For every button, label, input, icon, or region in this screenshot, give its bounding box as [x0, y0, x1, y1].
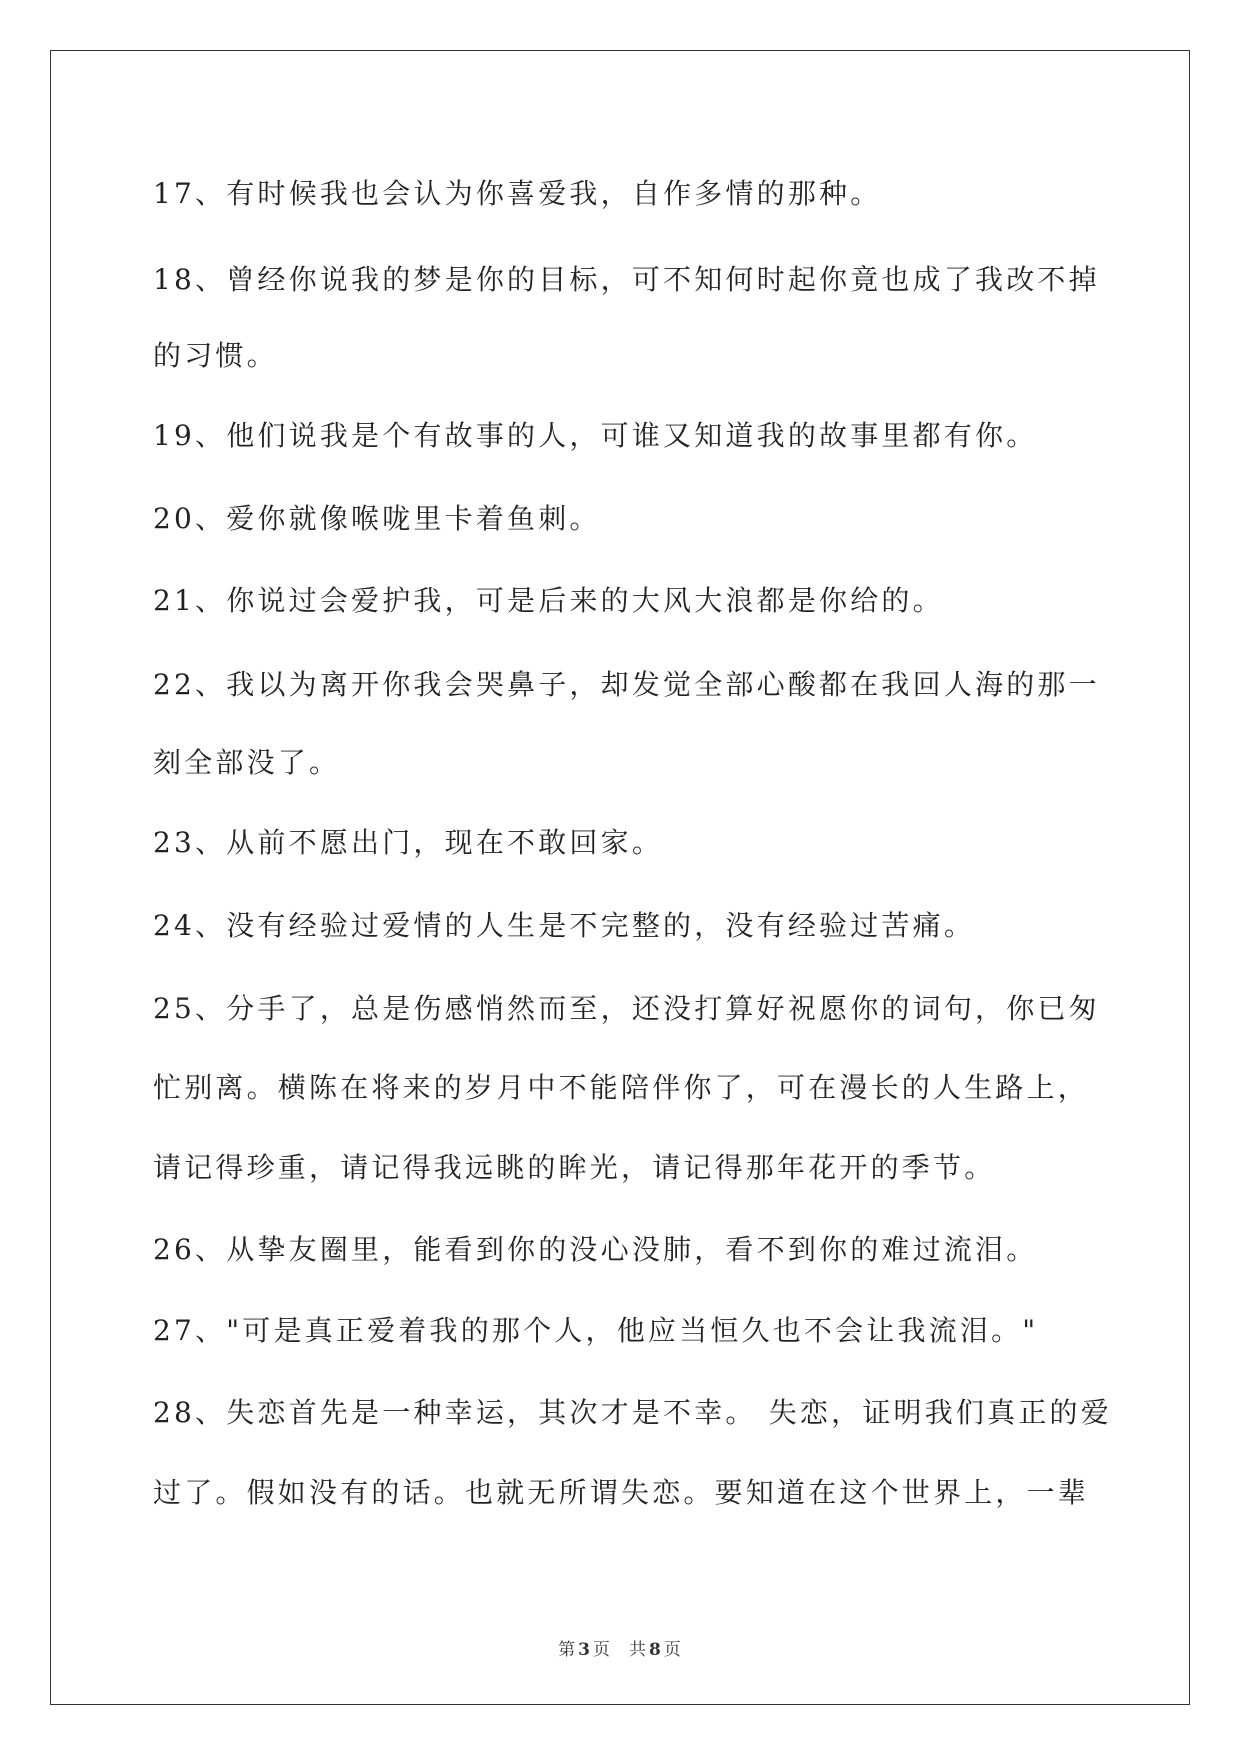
text-line: 18、曾经你说我的梦是你的目标，可不知何时起你竟也成了我改不掉	[153, 263, 1100, 296]
text-line: 26、从挚友圈里，能看到你的没心没肺，看不到你的难过流泪。	[153, 1233, 1038, 1266]
page-total-suffix: 页	[663, 1640, 682, 1660]
page-number-total: 8	[649, 1640, 662, 1660]
page-frame	[50, 50, 1190, 1705]
text-line: 请记得珍重，请记得我远眺的眸光，请记得那年花开的季节。	[153, 1151, 996, 1184]
text-line: 21、你说过会爱护我，可是后来的大风大浪都是你给的。	[153, 584, 944, 617]
text-line: 的习惯。	[153, 339, 278, 372]
text-line: 忙别离。横陈在将来的岁月中不能陪伴你了，可在漫长的人生路上，	[153, 1071, 1090, 1104]
text-line: 24、没有经验过爱情的人生是不完整的，没有经验过苦痛。	[153, 909, 976, 942]
text-line: 19、他们说我是个有故事的人，可谁又知道我的故事里都有你。	[153, 419, 1038, 452]
text-line: 过了。假如没有的话。也就无所谓失恋。要知道在这个世界上，一辈	[153, 1476, 1090, 1509]
text-line: 25、分手了，总是伤感悄然而至，还没打算好祝愿你的词句，你已匆	[153, 992, 1100, 1025]
page-footer	[51, 1635, 1189, 1660]
text-line: 刻全部没了。	[153, 746, 341, 779]
text-line: 17、有时候我也会认为你喜爱我，自作多情的那种。	[153, 177, 882, 210]
page-total-prefix: 共	[629, 1640, 647, 1660]
text-line: 28、失恋首先是一种幸运，其次才是不幸。 失恋，证明我们真正的爱	[153, 1396, 1112, 1429]
text-line: 27、"可是真正爱着我的那个人，他应当恒久也不会让我流泪。"	[153, 1314, 1039, 1347]
text-line: 20、爱你就像喉咙里卡着鱼刺。	[153, 502, 601, 535]
body-text	[51, 51, 1189, 1704]
text-line: 23、从前不愿出门，现在不敢回家。	[153, 826, 664, 859]
page-number-suffix: 页	[593, 1640, 611, 1660]
page-number-current: 3	[578, 1640, 591, 1660]
text-line: 22、我以为离开你我会哭鼻子，却发觉全部心酸都在我回人海的那一	[153, 668, 1100, 701]
page-number-prefix: 第	[558, 1640, 577, 1660]
